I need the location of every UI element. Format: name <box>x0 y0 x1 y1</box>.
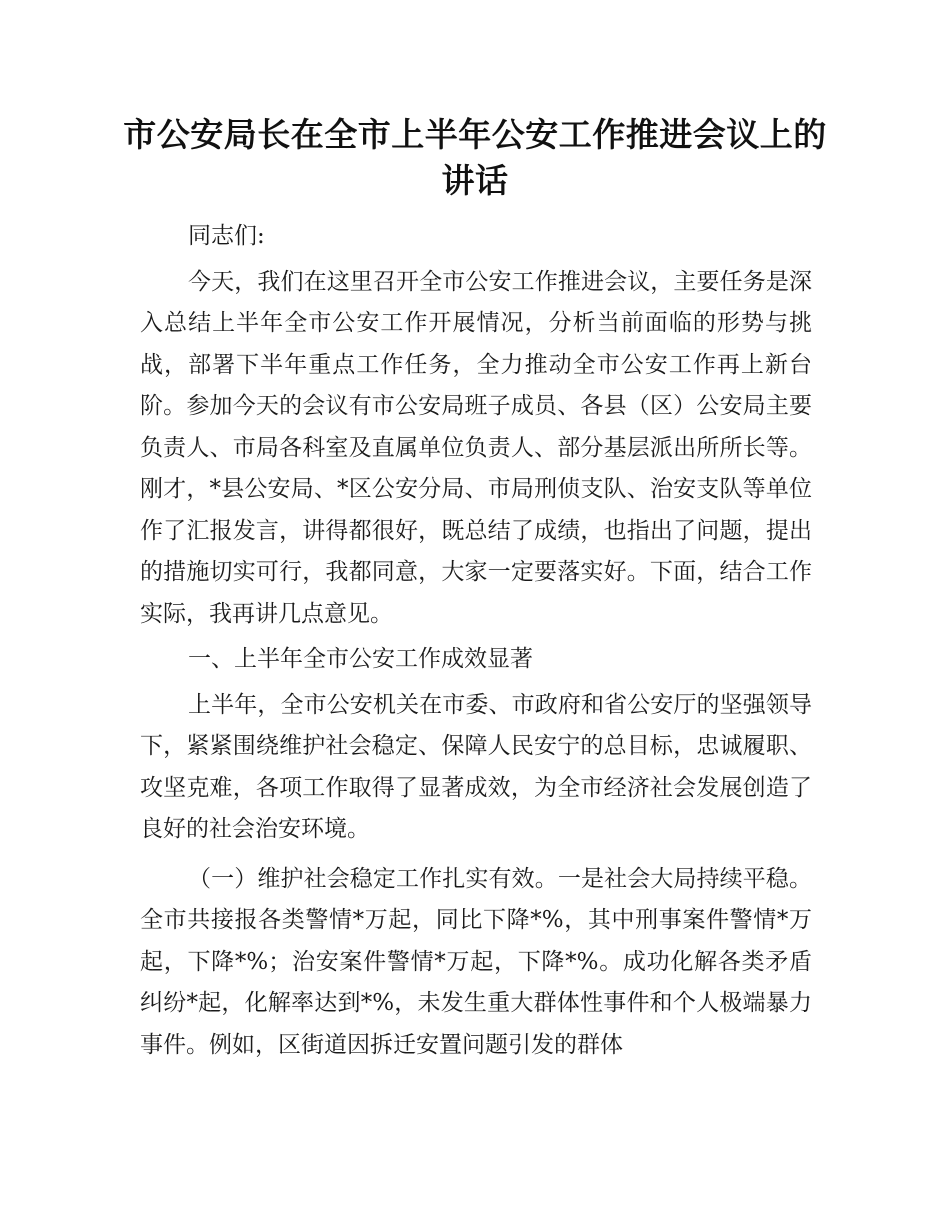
section-heading: 一、上半年全市公安工作成效显著 <box>188 646 533 672</box>
paragraph-subsection-1: （一）维护社会稳定工作扎实有效。一是社会大局持续平稳。全市共接报各类警情*万起，同比下降*%，其中刑事案件警情*万起，下降*%；治安案件警情*万起，下降*%。成功化解各类矛盾纠纷*起，化解率达到*%，未发生重大群体性事件和个人极端暴力事件。例如，区街道因拆迁安置问题引发的群体 <box>140 865 812 1058</box>
salutation: 同志们: <box>188 223 265 249</box>
paragraph-intro: 今天，我们在这里召开全市公安工作推进会议，主要任务是深入总结上半年全市公安工作开展情况，分析当前面临的形势与挑战，部署下半年重点工作任务，全力推动全市公安工作再上新台阶。参加今天的会议有市公安局班子成员、各县（区）公安局主要负责人、市局各科室及直属单位负责人、部分基层派出所所长等。刚才，*县公安局、*区公安分局、市局刑侦支队、治安支队等单位作了汇报发言，讲得都很好，既总结了成绩，也指出了问题，提出的措施切实可行，我都同意，大家一定要落实好。下面，结合工作实际，我再讲几点意见。 <box>140 268 812 627</box>
document-title: 市公安局长在全市上半年公安工作推进会议上的讲话 <box>123 115 827 200</box>
document-body <box>140 216 812 1066</box>
paragraph-summary: 上半年，全市公安机关在市委、市政府和省公安厅的坚强领导下，紧紧围绕维护社会稳定、保障人民安宁的总目标，忠诚履职、攻坚克难，各项工作取得了显著成效，为全市经济社会发展创造了良好的社会治安环境。 <box>140 691 812 842</box>
